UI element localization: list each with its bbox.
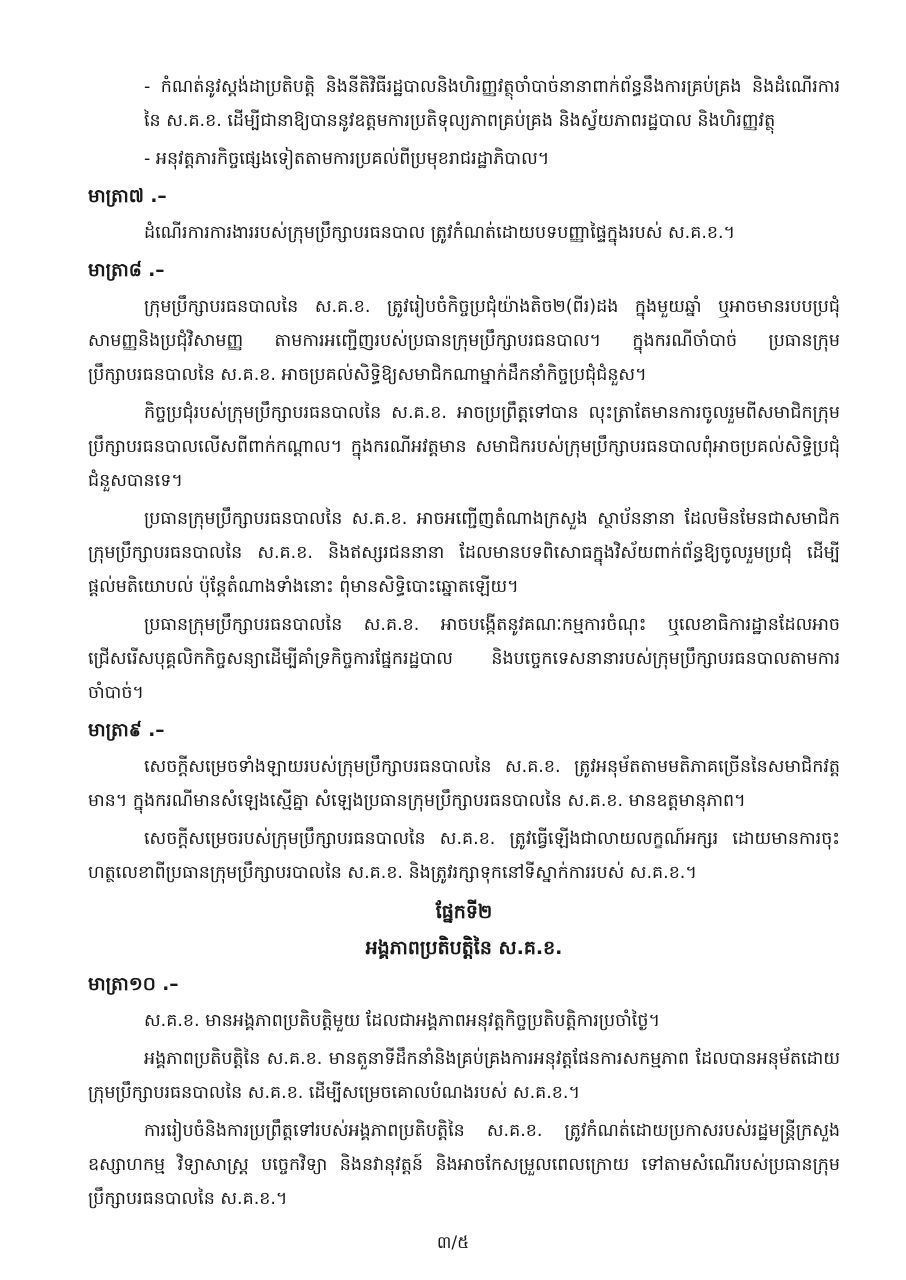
article-heading: មាត្រា៨ .–: [88, 260, 165, 281]
article-paragraph: ដំណើរការការងាររបស់ក្រុមប្រឹក្សាបរធនបាល ត្រូវកំណត់ដោយបទបញ្ញាផ្ទៃក្នុងរបស់ ស.គ.ខ.។: [144, 223, 736, 243]
article-paragraph: អង្គភាពប្រតិបត្តិនៃ ស.គ.ខ. មានតួនាទីដឹកនាំនិងគ្រប់គ្រងការអនុវត្តផែនការសកម្មភាព ដែលបានអនុម័តដោយក្រុមប្រឹក្សាបរធនបាលនៃ ស.គ.ខ. ដើម្បីសម្រេចគោលបំណងរបស់ ស.គ.ខ.។: [88, 1049, 840, 1103]
document-body: [88, 70, 840, 1220]
page-number: ៣/៥: [436, 1233, 470, 1253]
article-heading: មាត្រា៧ .–: [88, 186, 167, 207]
article-paragraph: ក្រុមប្រឹក្សាបរធនបាលនៃ ស.គ.ខ. ត្រូវរៀបចំកិច្ចប្រជុំយ៉ាងតិច២(ពីរ)ដង ក្នុងមួយឆ្នាំ ឬអាចមានរបបប្រជុំសាមញ្ញនិងប្រជុំវិសាមញ្ញ តាមការអញ្ជើញរបស់ប្រធានក្រុមប្រឹក្សាបរធនបាល។ ក្នុងករណីចាំបាច់ ប្រធានក្រុមប្រឹក្សាបរធនបាលនៃ ស.គ.ខ. អាចប្រគល់សិទ្ធិឱ្យសមាជិកណាម្នាក់ដឹកនាំកិច្ចប្រជុំជំនួស។: [88, 297, 840, 385]
article-paragraph: ប្រធានក្រុមប្រឹក្សាបរធនបាលនៃ ស.គ.ខ. អាចអញ្ជើញតំណាងក្រសួង ស្ថាប័ននានា ដែលមិនមែនជាសមាជិកក្រុមប្រឹក្សាបរធនបាលនៃ ស.គ.ខ. និងឥស្សរជននានា ដែលមានបទពិសោធក្នុងវិស័យពាក់ព័ន្ធឱ្យចូលរួមប្រជុំ ដើម្បីផ្តល់មតិយោបល់ ប៉ុន្តែតំណាងទាំងនោះ ពុំមានសិទ្ធិបោះឆ្នោតឡើយ។: [88, 509, 840, 597]
section-title: ផ្នែកទី២: [435, 901, 493, 923]
section-subtitle: អង្គភាពប្រតិបត្តិនៃ ស.គ.ខ.: [365, 937, 563, 959]
bullet-item: - អនុវត្តភារកិច្ចផ្សេងទៀតតាមការប្រគល់ពីប្រមុខរាជរដ្ឋាភិបាល។: [144, 149, 550, 169]
article-paragraph: ការរៀបចំនិងការប្រព្រឹត្តទៅរបស់អង្គភាពប្រតិបត្តិនៃ ស.គ.ខ. ត្រូវកំណត់ដោយប្រកាសរបស់រដ្ឋមន្ត្រីក្រសួងឧស្សាហកម្ម វិទ្យាសាស្ត្រ បច្ចេកវិទ្យា និងនវានុវត្តន៍ និងអាចកែសម្រួលពេលក្រោយ ទៅតាមសំណើរបស់ប្រធានក្រុមប្រឹក្សាបរធនបាលនៃ ស.គ.ខ.។: [88, 1121, 840, 1209]
article-heading: មាត្រា១០ .–: [88, 974, 179, 995]
article-paragraph: សេចក្តីសម្រេចទាំងឡាយរបស់ក្រុមប្រឹក្សាបរធនបាលនៃ ស.គ.ខ. ត្រូវអនុម័តតាមមតិភាគច្រើននៃសមាជិកវត្តមាន។ ក្នុងករណីមានសំឡេងស្មើគ្នា សំឡេងប្រធានក្រុមប្រឹក្សាបរធនបាលនៃ ស.គ.ខ. មានឧត្តមានុភាព។: [88, 757, 840, 811]
article-paragraph: សេចក្តីសម្រេចរបស់ក្រុមប្រឹក្សាបរធនបាលនៃ ស.គ.ខ. ត្រូវធ្វើឡើងជាលាយលក្ខណ៍អក្សរ ដោយមានការចុះហត្ថលេខាពីប្រធានក្រុមប្រឹក្សាបរបាលនៃ ស.គ.ខ. និងត្រូវរក្សាទុកនៅទីស្នាក់ការរបស់ ស.គ.ខ.។: [88, 829, 840, 883]
bullet-item: - កំណត់នូវស្តង់ដាប្រតិបត្តិ និងនីតិវិធីរដ្ឋបាលនិងហិរញ្ញវត្ថុចាំបាច់នានាពាក់ព័ន្ធនឹងការគ្រប់គ្រង និងដំណើរការនៃ ស.គ.ខ. ដើម្បីជានាឱ្យបាននូវឧត្តមការប្រតិទុល្យភាពគ្រប់គ្រង និងស្វ័យភាពរដ្ឋបាល និងហិរញ្ញវត្ថុ: [144, 77, 840, 131]
article-paragraph: កិច្ចប្រជុំរបស់ក្រុមប្រឹក្សាបរធនបាលនៃ ស.គ.ខ. អាចប្រព្រឹត្តទៅបាន លុះត្រាតែមានការចូលរួមពីសមាជិកក្រុមប្រឹក្សាបរធនបាលលើសពីពាក់កណ្តាល។ ក្នុងករណីអវត្តមាន សមាជិករបស់ក្រុមប្រឹក្សាបរធនបាលពុំអាចប្រគល់សិទ្ធិប្រជុំជំនួសបានទេ។: [88, 403, 840, 491]
article-heading: មាត្រា៩ .–: [88, 720, 165, 741]
article-paragraph: ស.គ.ខ. មានអង្គភាពប្រតិបត្តិមួយ ដែលជាអង្គភាពអនុវត្តកិច្ចប្រតិបត្តិការប្រចាំថ្ងៃ។: [144, 1011, 660, 1031]
article-paragraph: ប្រធានក្រុមប្រឹក្សាបរធនបាលនៃ ស.គ.ខ. អាចបង្កើតនូវគណៈកម្មការចំណុះ ឬលេខាធិការដ្ឋានដែលអាចជ្រើសរើសបុគ្គលិកកិច្ចសន្យាដើម្បីគាំទ្រកិច្ចការផ្នែករដ្ឋបាល និងបច្ចេកទេសនានារបស់ក្រុមប្រឹក្សាបរធនបាលតាមការចាំបាច់។: [88, 615, 840, 703]
